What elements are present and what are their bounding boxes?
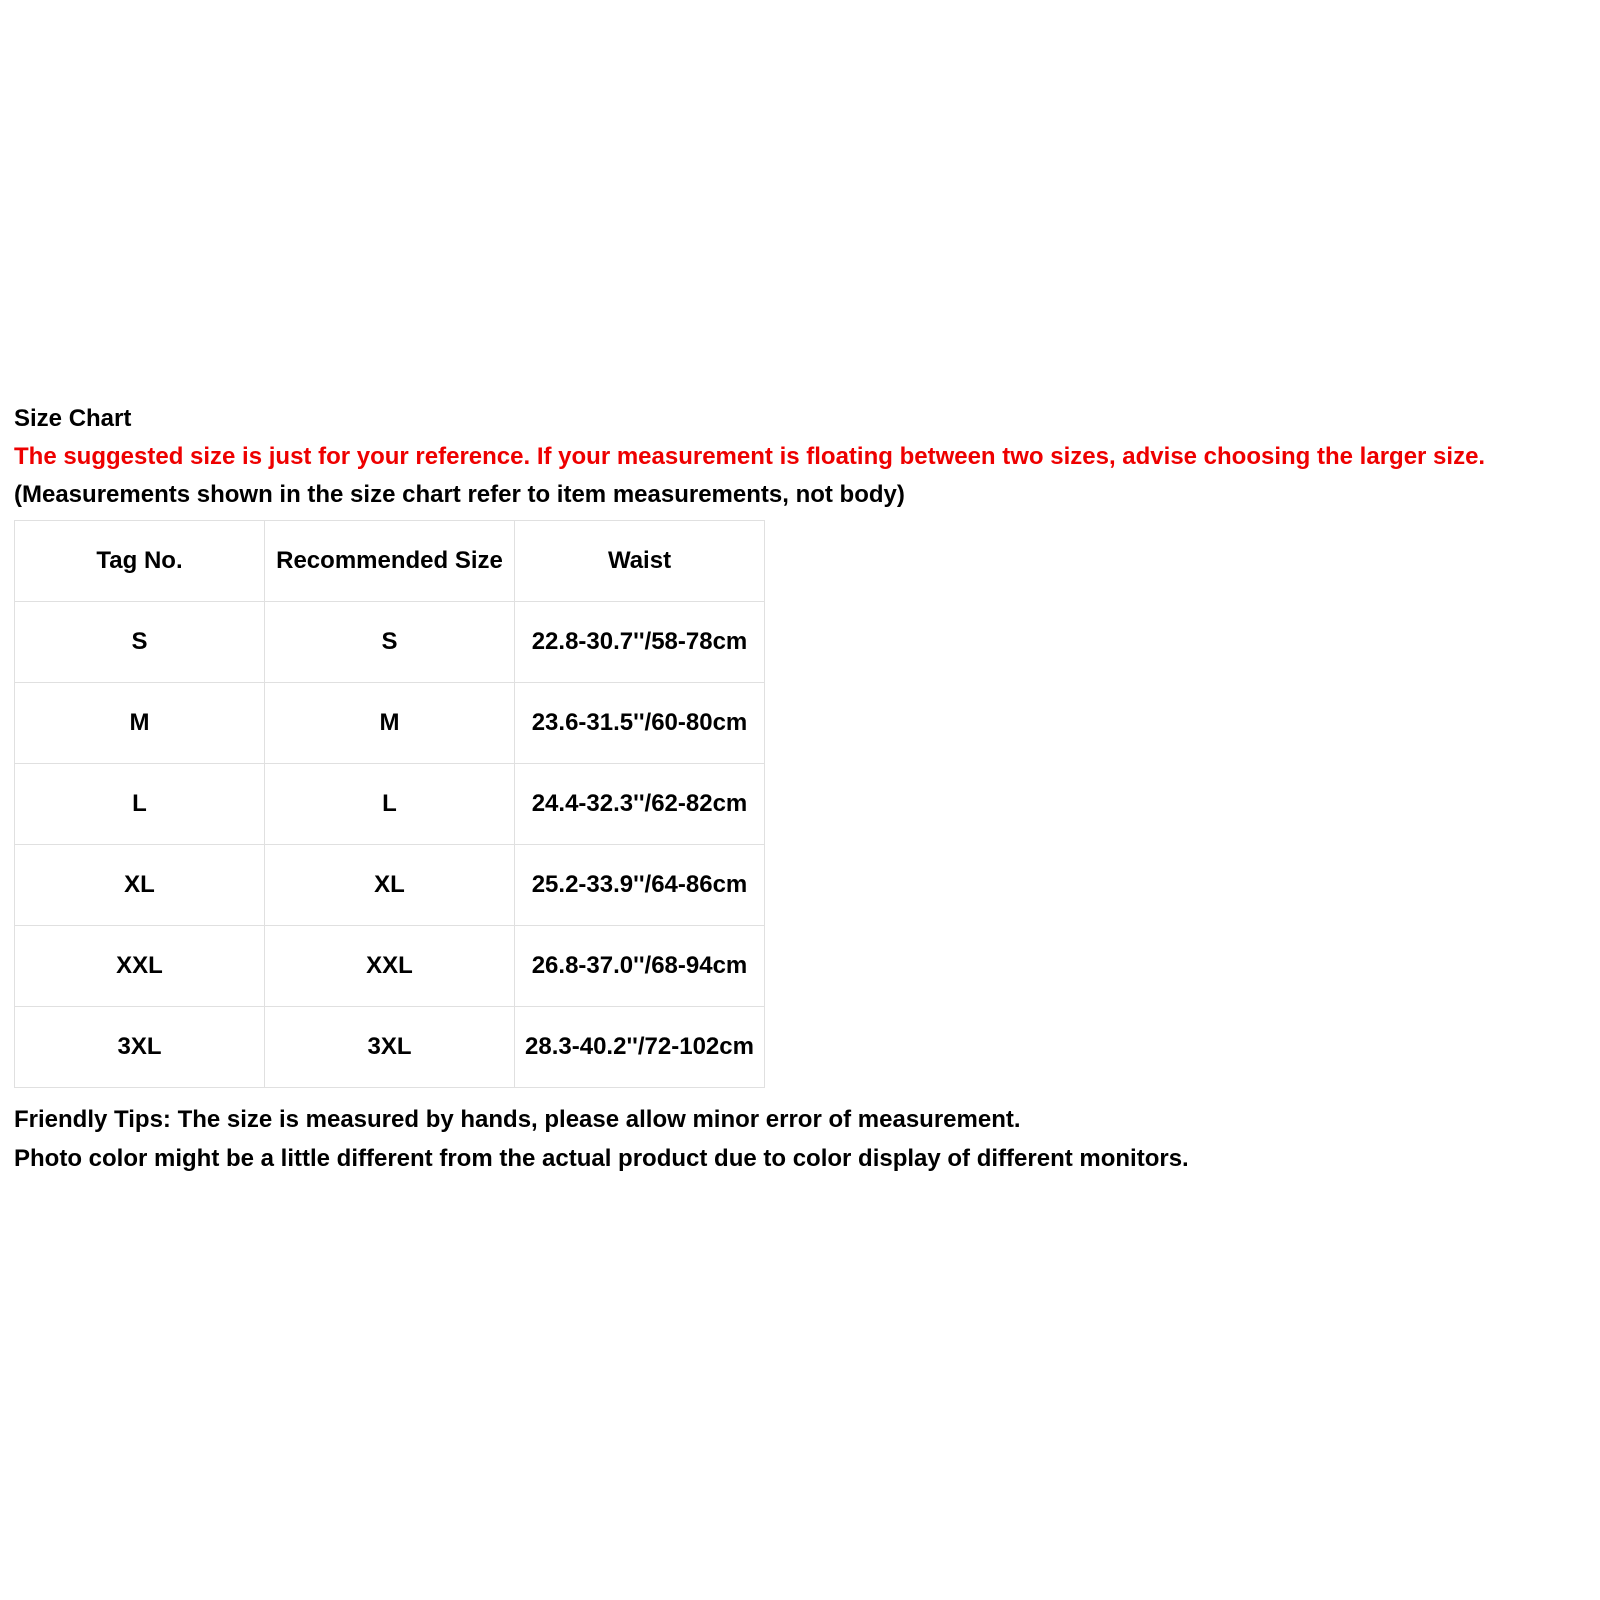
cell-waist: 26.8-37.0''/68-94cm xyxy=(515,926,765,1007)
cell-tag-no: XXL xyxy=(15,926,265,1007)
size-chart-document xyxy=(14,400,1594,1178)
table-header-row xyxy=(15,521,765,602)
header-recommended-size: Recommended Size xyxy=(265,521,515,602)
cell-recommended-size: XXL xyxy=(265,926,515,1007)
table-row xyxy=(15,683,765,764)
size-table xyxy=(14,520,765,1088)
friendly-tip: Friendly Tips: The size is measured by hands, please allow minor error of measurement. xyxy=(14,1106,1021,1133)
table-row xyxy=(15,1007,765,1088)
cell-recommended-size: L xyxy=(265,764,515,845)
cell-recommended-size: 3XL xyxy=(265,1007,515,1088)
cell-waist: 25.2-33.9''/64-86cm xyxy=(515,845,765,926)
table-row xyxy=(15,845,765,926)
table-row xyxy=(15,764,765,845)
cell-waist: 24.4-32.3''/62-82cm xyxy=(515,764,765,845)
header-waist: Waist xyxy=(515,521,765,602)
cell-tag-no: M xyxy=(15,683,265,764)
cell-recommended-size: M xyxy=(265,683,515,764)
cell-tag-no: XL xyxy=(15,845,265,926)
cell-waist: 23.6-31.5''/60-80cm xyxy=(515,683,765,764)
size-notice: The suggested size is just for your reference. If your measurement is floating between two sizes, advise choosing the larger size. xyxy=(14,443,1486,470)
cell-waist: 22.8-30.7''/58-78cm xyxy=(515,602,765,683)
table-row xyxy=(15,602,765,683)
measurement-note: (Measurements shown in the size chart refer to item measurements, not body) xyxy=(14,481,905,508)
cell-recommended-size: S xyxy=(265,602,515,683)
cell-tag-no: 3XL xyxy=(15,1007,265,1088)
cell-tag-no: L xyxy=(15,764,265,845)
page-title: Size Chart xyxy=(14,405,132,432)
cell-tag-no: S xyxy=(15,602,265,683)
cell-waist: 28.3-40.2''/72-102cm xyxy=(515,1007,765,1088)
color-disclaimer: Photo color might be a little different from the actual product due to color display of different monitors. xyxy=(14,1145,1189,1172)
header-tag-no: Tag No. xyxy=(15,521,265,602)
table-row xyxy=(15,926,765,1007)
cell-recommended-size: XL xyxy=(265,845,515,926)
